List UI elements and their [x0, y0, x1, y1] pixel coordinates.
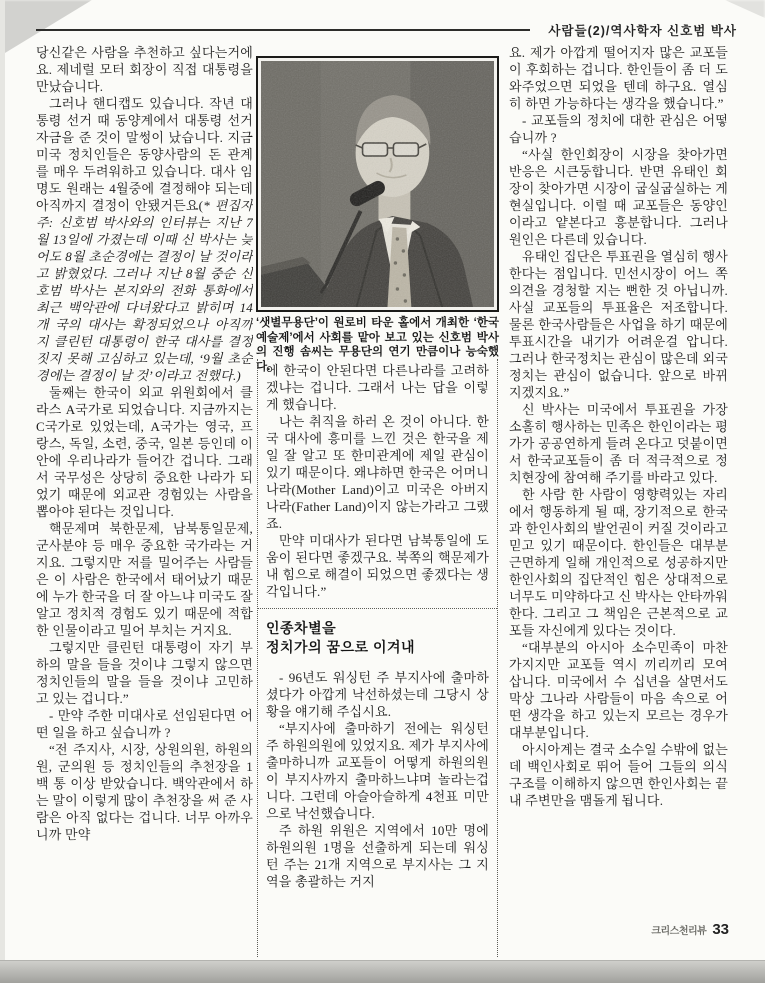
text-run: 나는 취직을 하러 온 것이 아니다. 한국 대사에 흥미를 느낀 것은 한국을 제일 잘 알고 또 한미관계에 제일 관심이 있기 때문이다. 왜냐하면 한국은 어머니 나라(Mother Land)이고 미국은 아버지 나라(Father Land)이지 않는가라고 그랬죠. [266, 414, 489, 531]
body-paragraph [36, 95, 253, 384]
magazine-name: 크리스천리뷰 [651, 926, 707, 937]
body-paragraph [509, 639, 728, 741]
body-paragraph [266, 720, 489, 822]
dotted-divider [258, 608, 497, 609]
text-run: 아시아계는 결국 소수일 수밖에 없는데 백인사회로 뛰어 들어 그들의 의식구조를 이해하지 않으면 한인사회는 끝내 주변만을 맴돌게 됩니다. [509, 742, 728, 808]
text-run: 유태인 집단은 투표권을 열심히 행사한다는 점입니다. 민선시장이 어느 쪽 의견을 경청할 지는 뻔한 것 아닙니까. 사실 교포들의 투표율은 저조합니다. 물론 한국사람들은 사업을 하기 때문에 투표시간을 내기가 어려운걸 압니다. 그러나 한국정치는 관심이 많은데 외국정치는 관심이 없습니다. 앞으로 바뀌지겠지요.” [509, 249, 728, 400]
body-paragraph [266, 413, 489, 532]
body-paragraph [509, 401, 728, 486]
body-paragraph [266, 822, 489, 890]
text-run: “사실 한인회장이 시장을 찾아가면 반응은 시큰둥합니다. 반면 유태인 회장이 찾아가면 시장이 굽실굽실하는 게 현실입니다. 이럴 때 교포들은 동양인이라고 얕본다고 흥분합니다. 그러나 원인은 다른데 있습니다. [509, 147, 728, 247]
text-run: - 만약 주한 미대사로 선임된다면 어떤 일을 하고 싶습니까 ? [36, 708, 253, 740]
interview-question [266, 669, 489, 720]
text-run: 만약 미대사가 된다면 남북통일에 도움이 된다면 좋겠구요. 북쪽의 핵문제가 내 힘으로 해결이 되었으면 좋겠다는 생각입니다.” [266, 533, 489, 599]
column-middle-quote-box [257, 359, 498, 957]
text-run: - 교포들의 정치에 대한 관심은 어떻습니까 ? [509, 113, 728, 145]
body-paragraph [36, 520, 253, 639]
footer [651, 921, 729, 938]
text-run: 당신같은 사람을 추천하고 싶다는거에요. 제네럴 모터 회장이 직접 대통령을 만났습니다. [36, 45, 253, 94]
body-paragraph [266, 532, 489, 600]
text-run: 핵문제며 북한문제, 남북통일문제, 군사분야 등 매우 중요한 국가라는 거지요. 그렇지만 저를 밀어주는 사람들은 이 사람은 한국에서 태어났기 때문에 누가 한국을 더 잘 아느냐 미국도 잘 알고 정치적 경험도 있기 때문에 적합한 인물이라고 밀어 부치는 거지요. [36, 521, 253, 638]
text-run: 주 하원 위원은 지역에서 10만 명에 하원의원 1명을 선출하게 되는데 워싱턴 주는 21개 지역으로 부지사는 그 지역을 총괄하는 거지 [266, 823, 489, 889]
text-run: “대부분의 아시아 소수민족이 마찬가지지만 교포들 역시 끼리끼리 모여 삽니다. 미국에서 수 십년을 살면서도 막상 그나라 사람들이 마음 속으로 어떤 생각을 하고 있는지 모르는 경우가 대부분입니다. [509, 640, 728, 740]
text-run: 신 박사는 미국에서 투표권을 가장 소홀히 행사하는 민족은 한인이라는 평가가 공공연하게 들려 온다고 덧붙이면서 한국교포들이 좀 더 적극적으로 정치현장에 참여해 주기를 바라고 있다. [509, 402, 728, 485]
text-run: 그러나 핸디캡도 있습니다. 작년 대통령 선거 때 동양계에서 대통령 선거 자금을 준 것이 말썽이 났습니다. 지금 미국 정치인들은 동양사람의 돈 관계를 매우 두려워하고 있습니다. 대사 임명도 원래는 4월중에 결정해야 되는데 아직까지 결정이 안됐거든요( [36, 96, 253, 213]
body-paragraph [266, 362, 489, 413]
body-paragraph [36, 44, 253, 95]
interview-question [509, 112, 728, 146]
header-title: 사람들(2)/역사학자 신호범 박사 [548, 24, 737, 38]
body-paragraph [36, 639, 253, 707]
photo-image [261, 61, 494, 307]
body-paragraph [509, 486, 728, 639]
text-run: “전 주지사, 시장, 상원의원, 하원의원, 군의원 등 정치인들의 추천장을 1백 통 이상 받았습니다. 백악관에서 하는 말이 이렇게 많이 추천장을 써 준 사람은 아직 없다는 겁니다. 너무 아까우니까 만약 [36, 742, 253, 842]
text-run: 에 한국이 안된다면 다른나라를 고려하겠냐는 겁니다. 그래서 나는 답을 이렇게 했습니다. [266, 363, 489, 412]
column-right [509, 44, 728, 940]
body-paragraph [509, 741, 728, 809]
text-run: 그렇지만 클린턴 대통령이 자기 부하의 말을 들을 것이냐 그렇지 않으면 정치인들의 말을 들을 것이냐 고민하고 있는 겁니다.” [36, 640, 253, 706]
body-paragraph [509, 248, 728, 401]
body-paragraph [36, 384, 253, 520]
text-run: 둘째는 한국이 외교 위원회에서 클라스 A국가로 되었습니다. 지금까지는 C국가로 있었는데, A국가는 영국, 프랑스, 독일, 소련, 중국, 일본 등인데 이안에 우리나라가 들어간 겁니다. 그래서 국무성은 상당히 중요한 나라가 되었기 때문에 외교관 경험있는 사람을 뽑아야 된다는 것입니다. [36, 385, 253, 519]
body-paragraph [36, 741, 253, 843]
scan-edge-bottom [0, 960, 765, 983]
column-left [36, 44, 253, 940]
body-paragraph [509, 146, 728, 248]
scan-edge-top-right [725, 0, 765, 18]
photo-caption: ‘샛별무용단’이 원로비 타운 홀에서 개최한 ‘한국예술제’에서 사회를 맡아 보고 있는 신호범 박사의 진행 솜씨는 무용단의 연기 만큼이나 능숙했다. [256, 317, 499, 373]
section-subhead: 인종차별을 정치가의 꿈으로 이겨내 [266, 620, 416, 655]
text-run: 요. 제가 아깝게 떨어지자 많은 교포들이 후회하는 겁니다. 한인들이 좀 더 도와주었으면 되었을 텐데 하구요. 열심히 하면 가능하다는 생각을 했습니다.” [509, 45, 728, 111]
text-run: - 96년도 워싱턴 주 부지사에 출마하셨다가 아깝게 낙선하셨는데 그당시 상황을 얘기해 주십시요. [266, 670, 489, 719]
scan-edge-left [0, 0, 5, 983]
body-paragraph [509, 44, 728, 112]
editor-note-italic: * 편집자 주: 신호범 박사와의 인터뷰는 지난 7월 13일에 가졌는데 이때 신 박사는 늦어도 8월 초순경에는 결정이 날 것이라고 밝혔었다. 그러나 지난 8월 중순 신호범 박사는 본지와의 전화 통화에서 최근 백악관에 다녀왔다고 밝히며 14개 국의 대사는 확정되었으나 아직까지 클린턴 대통령이 한국 대사를 결정짓지 못해 고심하고 있는데, ‘9월 초순경에는 결정이 날 것’이라고 전했다.) [36, 198, 253, 383]
interview-question [36, 707, 253, 741]
header-rule [36, 29, 530, 31]
text-run: 한 사람 한 사람이 영향력있는 자리에서 행동하게 될 때, 장기적으로 한국과 한인사회의 발언권이 커질 것이라고 믿고 있기 때문이다. 한인들은 대부분 근면하게 일해 개인적으로 성공하지만 한인사회의 집단적인 힘은 상대적으로 너무도 미약하다고 신 박사는 안타까워한다. 그리고 그 책임은 근본적으로 교포들 자신에게 있다는 것이다. [509, 487, 728, 638]
photo [256, 56, 499, 312]
page-number: 33 [712, 921, 729, 938]
text-run: “부지사에 출마하기 전에는 워싱턴 주 하원의원에 있었지요. 제가 부지사에 출마하니까 교포들이 어떻게 하원의원이 부지사까지 출마하느냐며 놀라는겁니다. 그런데 아슬아슬하게 4천표 미만으로 낙선했습니다. [266, 721, 489, 821]
